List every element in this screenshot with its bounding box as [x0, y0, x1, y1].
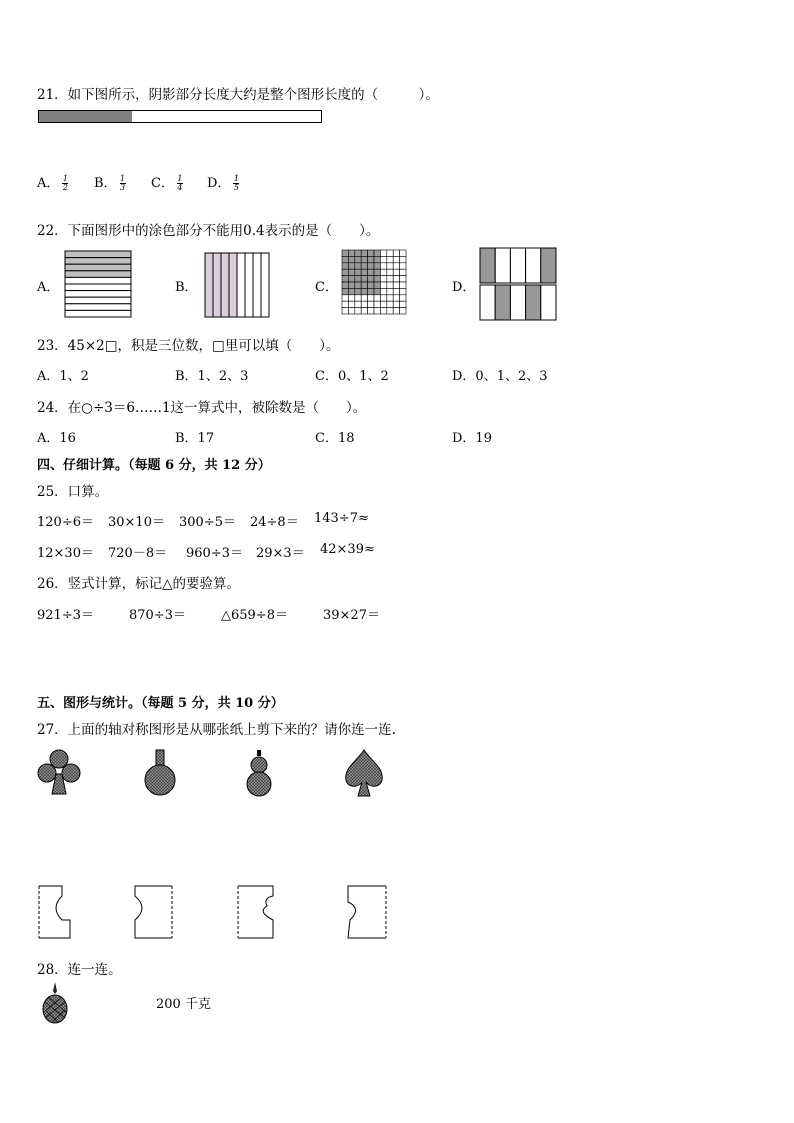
section-4-title: 四、仔细计算。（每题 6 分，共 12 分） [37, 458, 271, 473]
grid-cell [400, 256, 406, 262]
grid-cell [342, 263, 348, 269]
grid-cell [374, 288, 380, 294]
q26-stem: 26．竖式计算，标记△的要验算。 [37, 576, 241, 592]
folded-paper-1 [38, 884, 78, 940]
grid-cell [368, 282, 374, 288]
q25-item: 120÷6＝ [37, 515, 94, 530]
q22-label-c[interactable]: C． [315, 280, 338, 295]
grid-cell [342, 276, 348, 282]
grid-cell [393, 256, 399, 262]
grid-cell [361, 282, 367, 288]
grid-cell [380, 301, 386, 307]
grid-cell [361, 269, 367, 275]
grid-strip [253, 253, 261, 317]
q22-figure-c [341, 249, 407, 315]
q26-item: △659÷8＝ [221, 608, 288, 623]
grid-strip [65, 271, 131, 278]
grid-cell [541, 285, 556, 320]
grid-cell [368, 263, 374, 269]
grid-cell [380, 263, 386, 269]
grid-cell [393, 282, 399, 288]
grid-cell [510, 248, 525, 283]
grid-cell [400, 308, 406, 314]
spade-shape-icon [342, 748, 386, 798]
fraction: $\frac{1}{3}$ [120, 174, 126, 192]
grid-cell [387, 269, 393, 275]
q24-option-a[interactable]: A．16 [37, 431, 76, 446]
grid-strip [65, 258, 131, 265]
grid-cell [361, 263, 367, 269]
grid-cell [526, 248, 541, 283]
grid-cell [342, 295, 348, 301]
q25-item: 720－8＝ [108, 546, 168, 561]
grid-cell [387, 263, 393, 269]
grid-cell [361, 301, 367, 307]
grid-cell [393, 308, 399, 314]
grid-cell [495, 285, 510, 320]
grid-cell [348, 250, 354, 256]
q23-option-d[interactable]: D．0、1、2、3 [452, 369, 548, 384]
grid-strip [237, 253, 245, 317]
grid-cell [348, 295, 354, 301]
q21-option-b[interactable]: B． $\frac{1}{3}$ [94, 174, 126, 192]
grid-strip [65, 264, 131, 271]
grid-cell [355, 282, 361, 288]
grid-cell [355, 288, 361, 294]
folded-paper-4 [346, 884, 390, 940]
grid-cell [355, 308, 361, 314]
q22-figure-a [64, 250, 132, 318]
grid-cell [355, 263, 361, 269]
q23-option-c[interactable]: C．0、1、2 [315, 369, 389, 384]
pineapple-icon [38, 982, 72, 1024]
grid-cell [400, 269, 406, 275]
grid-cell [348, 308, 354, 314]
q23-option-b[interactable]: B．1、2、3 [175, 369, 249, 384]
q21-option-c[interactable]: C． $\frac{1}{4}$ [151, 174, 183, 192]
grid-cell [368, 295, 374, 301]
q21-length-bar [38, 110, 322, 123]
q25-item: 143÷7≈ [314, 511, 369, 526]
grid-cell [348, 301, 354, 307]
grid-strip [221, 253, 229, 317]
grid-strip [65, 291, 131, 298]
grid-cell [342, 250, 348, 256]
q25-item: 42×39≈ [320, 542, 375, 557]
grid-cell [541, 248, 556, 283]
grid-strip [65, 284, 131, 291]
q25-item: 12×30＝ [37, 546, 94, 561]
grid-cell [374, 269, 380, 275]
grid-cell [400, 250, 406, 256]
grid-cell [374, 256, 380, 262]
grid-cell [355, 256, 361, 262]
grid-cell [400, 295, 406, 301]
grid-cell [526, 285, 541, 320]
folded-paper-3 [237, 884, 279, 940]
q24-option-b[interactable]: B．17 [175, 431, 215, 446]
section-5-title: 五、图形与统计。（每题 5 分，共 10 分） [37, 696, 284, 711]
q24-stem: 24．在○÷3＝6……1这一算式中，被除数是（ ）。 [37, 400, 367, 416]
q27-stem: 27．上面的轴对称图形是从哪张纸上剪下来的？请你连一连. [37, 722, 396, 738]
grid-cell [387, 308, 393, 314]
grid-strip [65, 310, 131, 317]
grid-cell [400, 301, 406, 307]
q26-item: 870÷3＝ [129, 608, 186, 623]
grid-cell [400, 263, 406, 269]
grid-cell [393, 276, 399, 282]
grid-cell [368, 276, 374, 282]
grid-cell [387, 288, 393, 294]
grid-cell [387, 250, 393, 256]
grid-strip [65, 304, 131, 311]
q26-item: 921÷3＝ [37, 608, 94, 623]
q25-item: 960÷3＝ [186, 546, 243, 561]
grid-cell [380, 256, 386, 262]
grid-cell [348, 256, 354, 262]
q28-weight-label: 200 千克 [156, 997, 211, 1012]
grid-cell [342, 288, 348, 294]
grid-cell [374, 308, 380, 314]
grid-cell [355, 250, 361, 256]
grid-cell [361, 295, 367, 301]
q22-figure-d [479, 247, 557, 321]
grid-cell [355, 295, 361, 301]
grid-cell [361, 288, 367, 294]
gourd-shape-icon [244, 748, 274, 798]
grid-cell [400, 288, 406, 294]
grid-cell [393, 288, 399, 294]
grid-cell [348, 288, 354, 294]
grid-strip [229, 253, 237, 317]
q28-stem: 28．连一连。 [37, 962, 122, 978]
grid-cell [380, 308, 386, 314]
folded-paper-2 [133, 884, 175, 940]
grid-cell [380, 276, 386, 282]
q25-item: 300÷5＝ [179, 515, 236, 530]
q21-option-a[interactable]: A． $\frac{1}{2}$ [37, 174, 68, 192]
q23-stem: 23．45×2□，积是三位数，□里可以填（ ）。 [37, 338, 340, 354]
q22-label-d[interactable]: D． [452, 280, 476, 295]
q24-option-d[interactable]: D．19 [452, 431, 492, 446]
grid-strip [245, 253, 253, 317]
grid-cell [368, 301, 374, 307]
grid-cell [374, 276, 380, 282]
fraction: $\frac{1}{5}$ [233, 174, 239, 192]
grid-cell [368, 256, 374, 262]
grid-cell [361, 276, 367, 282]
grid-cell [355, 269, 361, 275]
q26-item: 39×27＝ [323, 608, 380, 623]
grid-cell [361, 308, 367, 314]
grid-cell [342, 269, 348, 275]
grid-cell [393, 250, 399, 256]
grid-cell [368, 250, 374, 256]
grid-cell [393, 301, 399, 307]
grid-cell [342, 282, 348, 288]
grid-cell [393, 263, 399, 269]
grid-cell [368, 288, 374, 294]
grid-cell [361, 250, 367, 256]
grid-cell [387, 282, 393, 288]
grid-cell [480, 285, 495, 320]
grid-cell [380, 269, 386, 275]
club-shape-icon [36, 748, 82, 798]
q25-stem: 25．口算。 [37, 484, 109, 500]
grid-cell [374, 263, 380, 269]
grid-cell [355, 301, 361, 307]
grid-cell [387, 301, 393, 307]
q25-item: 24÷8＝ [250, 515, 299, 530]
grid-cell [342, 301, 348, 307]
q22-stem: 22．下面图形中的涂色部分不能用0.4表示的是（ ）。 [37, 223, 380, 239]
grid-cell [510, 285, 525, 320]
q21-shaded-part [39, 111, 132, 122]
grid-strip [65, 297, 131, 304]
grid-strip [65, 277, 131, 284]
q21-stem: 21．如下图所示，阴影部分长度大约是整个图形长度的（ ）。 [37, 87, 439, 103]
grid-cell [380, 288, 386, 294]
grid-cell [400, 276, 406, 282]
grid-strip [205, 253, 213, 317]
grid-strip [213, 253, 221, 317]
q23-option-a[interactable]: A．1、2 [37, 369, 89, 384]
q24-option-c[interactable]: C．18 [315, 431, 355, 446]
grid-cell [374, 295, 380, 301]
grid-cell [355, 276, 361, 282]
grid-cell [393, 269, 399, 275]
q25-item: 30×10＝ [108, 515, 165, 530]
gourd-bottle-shape-icon [142, 748, 178, 798]
grid-cell [393, 295, 399, 301]
grid-strip [65, 251, 131, 258]
q22-label-b[interactable]: B． [175, 280, 198, 295]
grid-cell [387, 295, 393, 301]
grid-cell [361, 256, 367, 262]
grid-strip [261, 253, 269, 317]
grid-cell [480, 248, 495, 283]
grid-cell [380, 282, 386, 288]
grid-cell [374, 301, 380, 307]
grid-cell [348, 263, 354, 269]
q22-figure-b [204, 252, 270, 318]
grid-cell [368, 269, 374, 275]
grid-cell [348, 269, 354, 275]
grid-cell [342, 256, 348, 262]
grid-cell [400, 282, 406, 288]
q25-item: 29×3＝ [256, 546, 305, 561]
fraction: $\frac{1}{2}$ [62, 174, 68, 192]
grid-cell [368, 308, 374, 314]
grid-cell [342, 308, 348, 314]
q21-option-d[interactable]: D． $\frac{1}{5}$ [207, 174, 239, 192]
q22-label-a[interactable]: A． [37, 280, 60, 295]
grid-cell [374, 250, 380, 256]
grid-cell [387, 276, 393, 282]
grid-cell [380, 250, 386, 256]
grid-cell [495, 248, 510, 283]
grid-cell [374, 282, 380, 288]
grid-cell [380, 295, 386, 301]
fraction: $\frac{1}{4}$ [177, 174, 183, 192]
grid-cell [348, 282, 354, 288]
grid-cell [387, 256, 393, 262]
grid-cell [348, 276, 354, 282]
